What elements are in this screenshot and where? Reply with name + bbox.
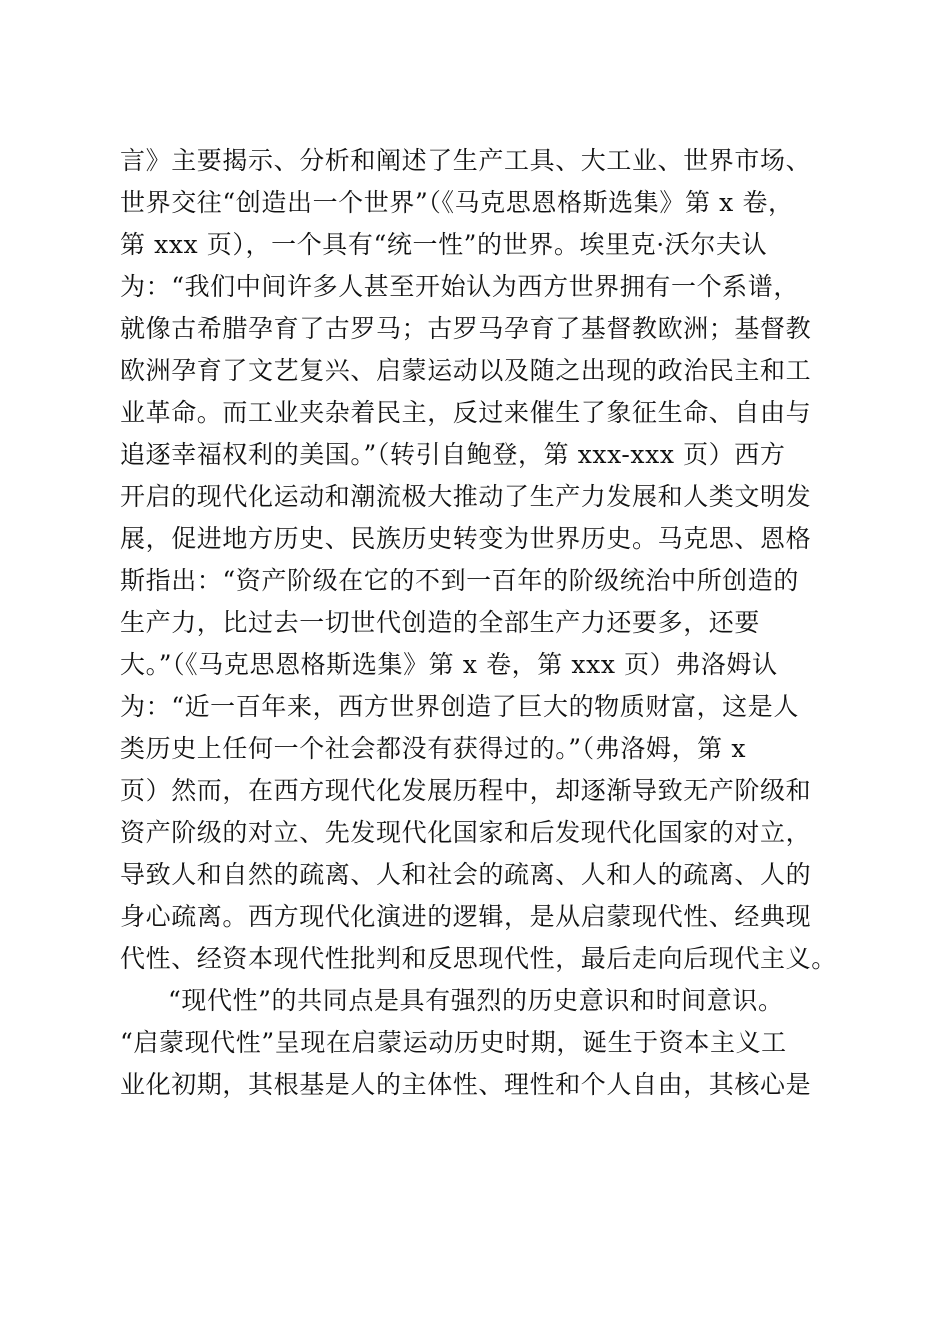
text-line: 就像古希腊孕育了古罗马；古罗马孕育了基督教欧洲；基督教: [120, 314, 812, 343]
text-line: 生产力，比过去一切世代创造的全部生产力还要多，还要: [120, 608, 761, 637]
text-line: 页）然而，在西方现代化发展历程中，却逐渐导致无产阶级和: [120, 776, 812, 805]
text-line: 类历史上任何一个社会都没有获得过的。”（弗洛姆，第 x: [120, 734, 747, 763]
text-line: 为：“我们中间许多人甚至开始认为西方世界拥有一个系谱，: [120, 272, 799, 301]
text-line: 世界交往“创造出一个世界”（《马克思恩格斯选集》第 x 卷，: [120, 188, 794, 217]
text-line: 大。”（《马克思恩格斯选集》第 x 卷，第 xxx 页）弗洛姆认: [120, 650, 778, 679]
text-line: “启蒙现代性”呈现在启蒙运动历史时期，诞生于资本主义工: [120, 1028, 787, 1057]
text-line: 追逐幸福权利的美国。”（转引自鲍登，第 xxx-xxx 页）西方: [120, 440, 786, 469]
text-line: 言》主要揭示、分析和阐述了生产工具、大工业、世界市场、: [120, 146, 812, 175]
text-line: 欧洲孕育了文艺复兴、启蒙运动以及随之出现的政治民主和工: [120, 356, 812, 385]
text-line: 身心疏离。西方现代化演进的逻辑，是从启蒙现代性、经典现: [120, 902, 812, 931]
text-line: 代性、经资本现代性批判和反思现代性，最后走向后现代主义。: [120, 944, 837, 973]
text-line: 导致人和自然的疏离、人和社会的疏离、人和人的疏离、人的: [120, 860, 812, 889]
text-line: 第 xxx 页），一个具有“统一性”的世界。埃里克·沃尔夫认: [120, 230, 768, 259]
text-line: 展，促进地方历史、民族历史转变为世界历史。马克思、恩格: [120, 524, 812, 553]
text-line: 开启的现代化运动和潮流极大推动了生产力发展和人类文明发: [120, 482, 812, 511]
text-line: 资产阶级的对立、先发现代化国家和后发现代化国家的对立，: [120, 818, 812, 847]
text-line: 斯指出：“资产阶级在它的不到一百年的阶级统治中所创造的: [120, 566, 799, 595]
text-line: 为：“近一百年来，西方世界创造了巨大的物质财富，这是人: [120, 692, 799, 721]
text-line: 业革命。而工业夹杂着民主，反过来催生了象征生命、自由与: [120, 398, 812, 427]
text-line: 业化初期，其根基是人的主体性、理性和个人自由，其核心是: [120, 1070, 812, 1099]
paragraph-first-line: “现代性”的共同点是具有强烈的历史意识和时间意识。: [168, 986, 784, 1015]
